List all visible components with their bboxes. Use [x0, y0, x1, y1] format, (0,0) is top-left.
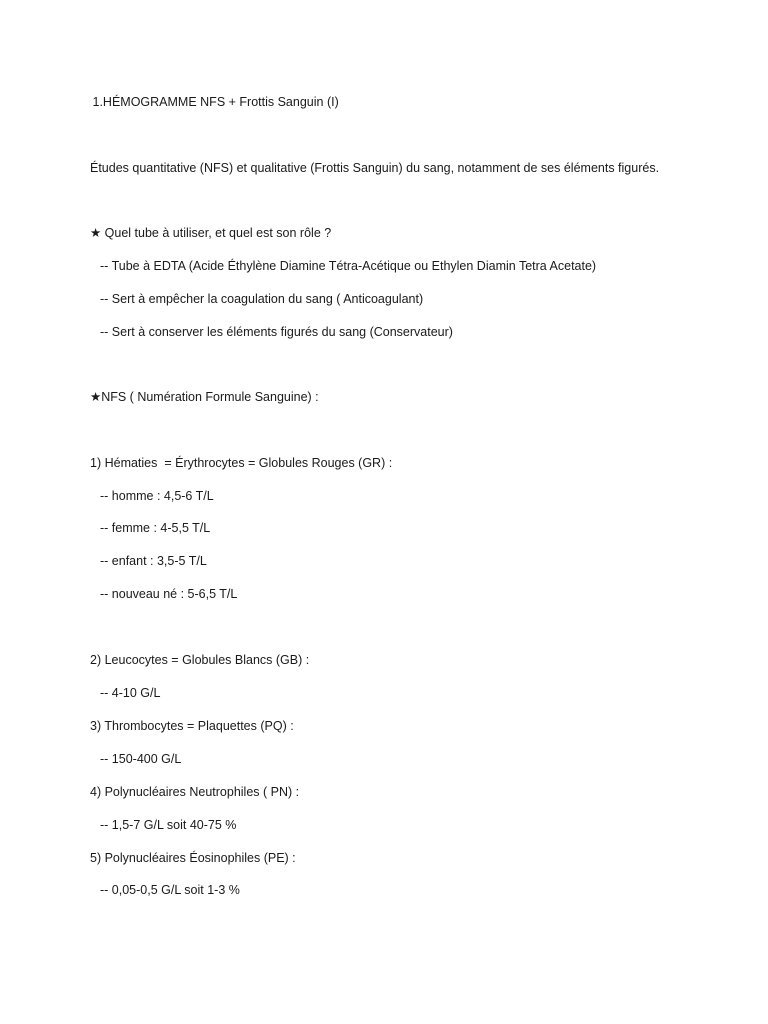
tube-item: -- Tube à EDTA (Acide Éthylène Diamine Tétra-Acétique ou Ethylen Diamin Tetra Acetate): [100, 259, 597, 273]
section-heading-eosinophiles: 5) Polynucléaires Éosinophiles (PE) :: [90, 851, 296, 865]
value-item: -- enfant : 3,5-5 T/L: [100, 554, 207, 568]
tube-item: -- Sert à conserver les éléments figurés du sang (Conservateur): [100, 325, 453, 339]
nfs-heading: ★NFS ( Numération Formule Sanguine) :: [90, 390, 319, 404]
value-item: -- 1,5-7 G/L soit 40-75 %: [100, 818, 237, 832]
section-heading-neutrophiles: 4) Polynucléaires Neutrophiles ( PN) :: [90, 785, 300, 799]
document-title: 1.HÉMOGRAMME NFS + Frottis Sanguin (I): [90, 95, 339, 109]
section-heading-hematies: 1) Hématies = Érythrocytes = Globules Rouges (GR) :: [90, 456, 393, 470]
section-heading-thrombocytes: 3) Thrombocytes = Plaquettes (PQ) :: [90, 719, 294, 733]
intro-paragraph: Études quantitative (NFS) et qualitative (Frottis Sanguin) du sang, notamment de ses éléments figurés.: [90, 161, 660, 175]
value-item: -- 4-10 G/L: [100, 686, 161, 700]
section-heading-leucocytes: 2) Leucocytes = Globules Blancs (GB) :: [90, 653, 310, 667]
value-item: -- femme : 4-5,5 T/L: [100, 521, 211, 535]
value-item: -- homme : 4,5-6 T/L: [100, 489, 214, 503]
value-item: -- nouveau né : 5-6,5 T/L: [100, 587, 238, 601]
tube-question: ★ Quel tube à utiliser, et quel est son rôle ?: [90, 226, 332, 240]
tube-item: -- Sert à empêcher la coagulation du sang ( Anticoagulant): [100, 292, 424, 306]
value-item: -- 0,05-0,5 G/L soit 1-3 %: [100, 883, 240, 897]
value-item: -- 150-400 G/L: [100, 752, 182, 766]
